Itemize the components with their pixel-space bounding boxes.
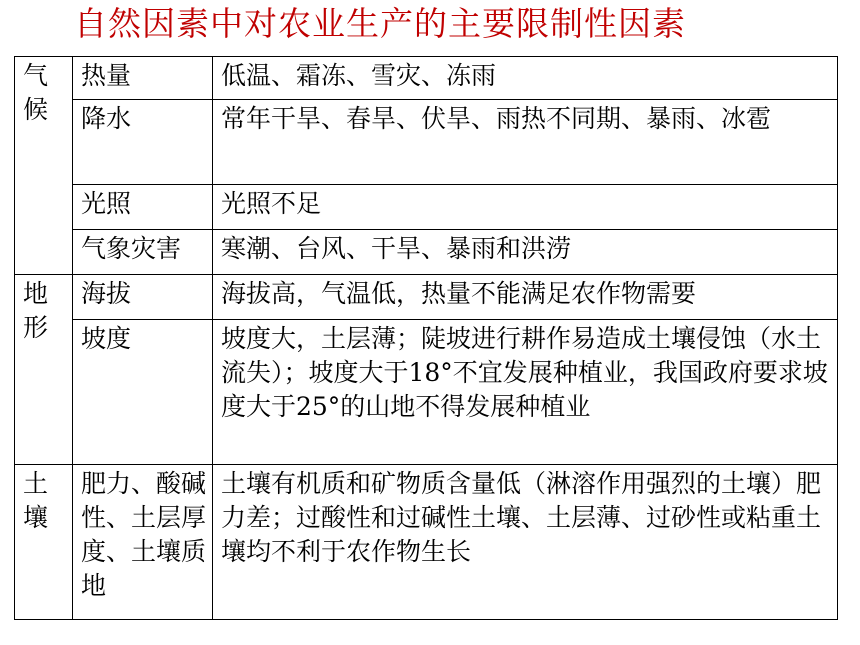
page-title: 自然因素中对农业生产的主要限制性因素: [74, 4, 686, 43]
factors-table: [14, 56, 838, 620]
description-cell: 坡度大，土层薄；陡坡进行耕作易造成土壤侵蚀（水土流失）；坡度大于18°不宜发展种植业，我国政府要求坡度大于25°的山地不得发展种植业: [213, 320, 838, 465]
category-cell-terrain: [15, 275, 73, 465]
table-row: [15, 57, 838, 100]
table-row: [15, 465, 838, 620]
category-label: 地形: [23, 279, 49, 342]
description-cell: 寒潮、台风、干旱、暴雨和洪涝: [213, 230, 838, 275]
factor-cell: 热量: [73, 57, 213, 100]
factor-cell: 肥力、酸碱性、土层厚度、土壤质地: [73, 465, 213, 620]
category-label: 气候: [23, 61, 49, 124]
factor-cell: 降水: [73, 100, 213, 185]
description-cell: 海拔高，气温低，热量不能满足农作物需要: [213, 275, 838, 320]
category-cell-climate: [15, 57, 73, 275]
table-row: [15, 100, 838, 185]
table-row: [15, 275, 838, 320]
description-cell: 光照不足: [213, 185, 838, 230]
category-cell-soil: [15, 465, 73, 620]
table-row: [15, 185, 838, 230]
description-cell: 土壤有机质和矿物质含量低（淋溶作用强烈的土壤）肥力差；过酸性和过碱性土壤、土层薄、过砂性或粘重土壤均不利于农作物生长: [213, 465, 838, 620]
factor-cell: 海拔: [73, 275, 213, 320]
description-cell: 常年干旱、春旱、伏旱、雨热不同期、暴雨、冰雹: [213, 100, 838, 185]
description-cell: 低温、霜冻、雪灾、冻雨: [213, 57, 838, 100]
factor-cell: 坡度: [73, 320, 213, 465]
factor-cell: 气象灾害: [73, 230, 213, 275]
category-label: 土壤: [23, 469, 49, 532]
table-row: [15, 230, 838, 275]
factor-cell: 光照: [73, 185, 213, 230]
table-row: [15, 320, 838, 465]
